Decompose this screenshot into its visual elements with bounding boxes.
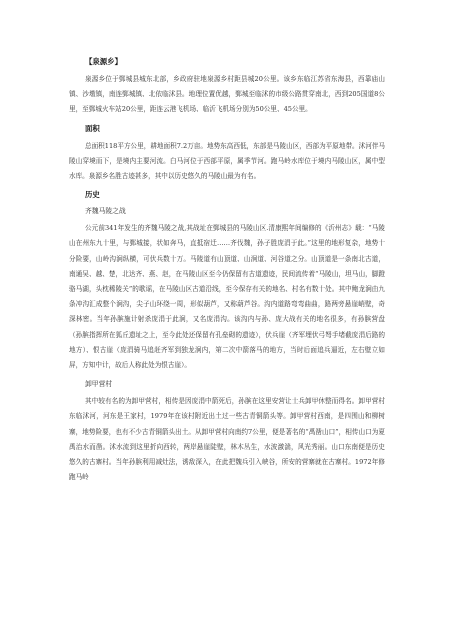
subheading-maling-battle: 齐魏马陵之战 — [85, 207, 126, 216]
paragraph-area: 总面积118平方公里，耕地面积7.2万亩。地势东高西低，东部是马陵山区，西部为平原地带。沭河伴马陵山穿境而下，是境内主要河流。白马河位于西部平原，属季节河。跑马岭水库位于境内马陵山区，属中型水库。泉源乡名胜古迹甚多，其中以历史悠久的马陵山最为有名。 — [69, 141, 386, 181]
section-title-quanyuan: 【泉源乡】 — [85, 57, 122, 66]
heading-history: 历史 — [85, 190, 100, 200]
heading-area: 面积 — [85, 123, 100, 133]
paragraph-maling-battle: 公元前341年发生的齐魏马陵之战,其战址在鄄城县的马陵山区.清康熙年间编修的《沂州志》载：“马陵山在州东九十里，与鄄城接，状如奔马，直抵宿迁……齐伐魏，孙子胜庞涓于此。”这里的地形复杂，地势十分险要，山岭沟涧纵横，可伏兵数十万。马陵道有山顶道、山涧道、河谷道之分。山顶道是一条南北古道，南通吴、越、楚，北达齐、燕、赵，在马陵山区至今仍保留有古道遗迹，民间流传着“马陵山，坦马山，脚蹬骆马湖，头枕稀陵关”的歌谣，在马陵山区古道沿线，至今保存有关的地名、村名有数十处。其中鲍龙涧由九条冲沟汇成整个涧沟，尖子山环绕一周，形似葫芦，又称葫芦谷。沟内道路弯弯曲曲，路两旁悬崖峭壁，奇深林密。当年孙膑施计射杀庞涓于此涧，又名庞涓沟。该沟内与孙、庞大战有关的地名很多，有孙膑营盘（孙膑指挥所在狐丘遗址之上，至今此处还保留有孔垒砌的遗迹），伏兵崖（齐军埋伏弓弩手堵截庞涓后路的地方）、恨古崖（庞涓骑马追赶齐军到独龙涧内，第二次中箭落马的地方，当时后面追兵逼近，左右壁立如屏，方知中计，故后人称此处为恨古崖）。 — [69, 224, 385, 370]
paragraph-location: 泉源乡位于鄄城县城东北部，乡政府驻地泉源乡村距县城20公里。该乡东临江苏省东海县，西靠庙山镇、沙墩镇，南连鄄城镇、北依临沭县。地理位置优越，鄄城至临沭的市级公路贯穿南北，西到205国道8公里，至鄄城火车站20公里，距连云港飞机场、临沂飞机场分别为50公里、45公里。 — [69, 75, 385, 114]
subheading-xiejiaying: 卸甲营村 — [85, 380, 113, 389]
paragraph-xiejiaying: 其中较有名的为卸甲营村，相传是因庞涓中箭死后，孙膑在这里安营让士兵卸甲休整而得名。卸甲营村东临沭河，河东是王家村，1979年在该村附近出土过一些古青铜箭头等。卸甲营村西南，是四围山和柳树寨，地势险要，也有不少古青铜箭头出土。从卸甲营村向南约7公里，便是著名的“禹凿山口”，相传山口为夏禹治水而凿。沭水流到这里折向西转，两岸悬崖陡壁，林木丛生，水波激湍，风光秀丽。山口东南便是历史悠久的古寨村。当年孙膑利用减灶法，诱敌深入，在此把魏兵引入峡谷，所安的营寨就在古寨村。1972年修跑马岭 — [69, 397, 385, 482]
